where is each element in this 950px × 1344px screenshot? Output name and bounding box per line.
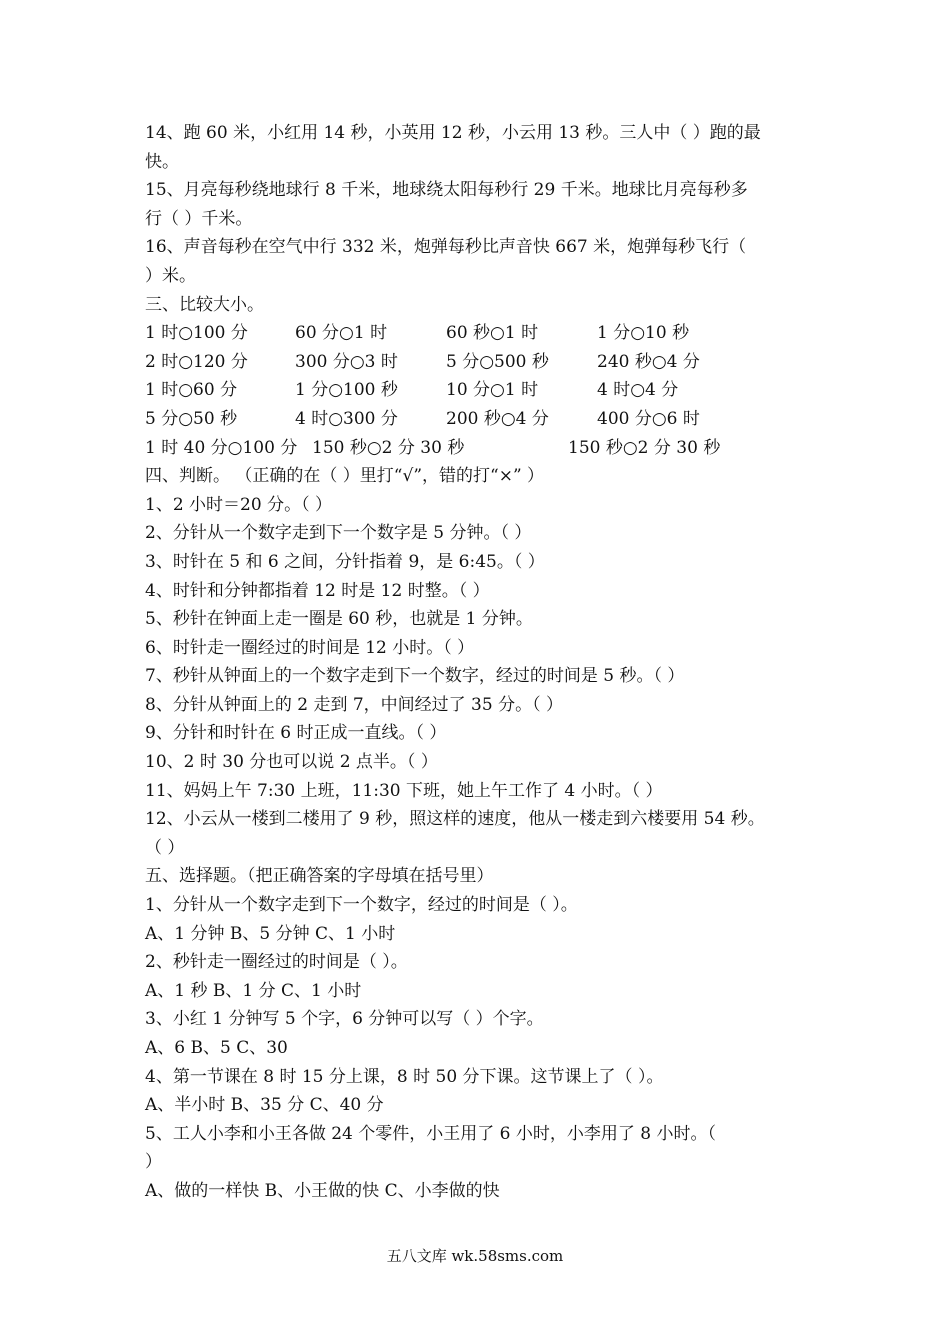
- compare-row: [145, 376, 815, 405]
- compare-cell: 200 秒○4 分: [446, 408, 549, 429]
- compare-row: [145, 319, 815, 348]
- question-line: 15、月亮每秒绕地球行 8 千米，地球绕太阳每秒行 29 千米。地球比月亮每秒多: [145, 180, 748, 201]
- compare-cell: 150 秒○2 分 30 秒: [568, 437, 721, 458]
- choice-item: 4、第一节课在 8 时 15 分上课，8 时 50 分下课。这节课上了（ ）。: [145, 1066, 664, 1087]
- question-line: 行（ ）千米。: [145, 208, 253, 229]
- compare-cell: 4 时○4 分: [597, 380, 679, 401]
- judge-item: 3、时针在 5 和 6 之间，分针指着 9，是 6:45。（ ）: [145, 551, 545, 572]
- judge-item: 8、分针从钟面上的 2 走到 7，中间经过了 35 分。（ ）: [145, 694, 564, 715]
- judge-item: 1、2 小时＝20 分。（ ）: [145, 494, 332, 515]
- judge-item: 10、2 时 30 分也可以说 2 点半。（ ）: [145, 752, 438, 773]
- choice-options: A、做的一样快 B、小王做的快 C、小李做的快: [145, 1180, 500, 1201]
- compare-cell: 1 时○60 分: [145, 380, 238, 401]
- compare-row: [145, 405, 815, 434]
- compare-cell: 5 分○500 秒: [446, 351, 549, 372]
- compare-cell: 400 分○6 时: [597, 408, 700, 429]
- choice-options: A、1 秒 B、1 分 C、1 小时: [145, 980, 362, 1001]
- question-line: ）米。: [145, 265, 196, 286]
- compare-cell: 1 时○100 分: [145, 323, 248, 344]
- section-title-compare: 三、比较大小。: [145, 294, 264, 315]
- choice-options: A、1 分钟 B、5 分钟 C、1 小时: [145, 923, 396, 944]
- section-title-choice: 五、选择题。（把正确答案的字母填在括号里）: [145, 866, 494, 887]
- compare-cell: 240 秒○4 分: [597, 351, 700, 372]
- compare-cell: 10 分○1 时: [446, 380, 539, 401]
- choice-item: 5、工人小李和小王各做 24 个零件，小王用了 6 小时，小李用了 8 小时。（: [145, 1123, 717, 1144]
- judge-item: 2、分针从一个数字走到下一个数字是 5 分钟。（ ）: [145, 523, 532, 544]
- judge-item: 5、秒针在钟面上走一圈是 60 秒，也就是 1 分钟。: [145, 609, 533, 630]
- compare-row: [145, 434, 815, 463]
- compare-cell: 4 时○300 分: [295, 408, 398, 429]
- question-line: 16、声音每秒在空气中行 332 米，炮弹每秒比声音快 667 米，炮弹每秒飞行（: [145, 237, 747, 258]
- choice-options: A、半小时 B、35 分 C、40 分: [145, 1095, 384, 1116]
- compare-cell: 300 分○3 时: [295, 351, 398, 372]
- judge-item: 7、秒针从钟面上的一个数字走到下一个数字，经过的时间是 5 秒。（ ）: [145, 666, 685, 687]
- choice-item: 1、分针从一个数字走到下一个数字，经过的时间是（ ）。: [145, 895, 578, 916]
- compare-cell: 1 分○10 秒: [597, 323, 690, 344]
- page-footer: 五八文库 wk.58sms.com: [386, 1247, 564, 1265]
- choice-item: 3、小红 1 分钟写 5 个字，6 分钟可以写（ ）个字。: [145, 1009, 544, 1030]
- compare-cell: 60 秒○1 时: [446, 323, 539, 344]
- compare-cell: 150 秒○2 分 30 秒: [312, 437, 465, 458]
- question-line: 快。: [145, 151, 179, 172]
- choice-options: A、6 B、5 C、30: [145, 1038, 288, 1058]
- judge-item: 11、妈妈上午 7:30 上班，11:30 下班，她上午工作了 4 小时。（ ）: [145, 780, 663, 801]
- section-title-judge: 四、判断。 （正确的在（ ）里打“√”，错的打“×” ）: [145, 466, 545, 487]
- judge-item: 4、时针和分钟都指着 12 时是 12 时整。（ ）: [145, 580, 490, 601]
- judge-item: 9、分针和时针在 6 时正成一直线。（ ）: [145, 723, 447, 744]
- judge-item: （ ）: [145, 837, 185, 858]
- worksheet-content: [145, 119, 815, 1206]
- choice-item: ）: [145, 1152, 162, 1173]
- question-line: 14、跑 60 米，小红用 14 秒，小英用 12 秒，小云用 13 秒。三人中（ ）跑的最: [145, 123, 761, 143]
- compare-row: [145, 348, 815, 377]
- compare-cell: 1 分○100 秒: [295, 380, 398, 401]
- compare-cell: 5 分○50 秒: [145, 408, 238, 429]
- judge-item: 12、小云从一楼到二楼用了 9 秒，照这样的速度，他从一楼走到六楼要用 54 秒。: [145, 809, 765, 830]
- compare-cell: 1 时 40 分○100 分: [145, 437, 298, 458]
- compare-cell: 60 分○1 时: [295, 323, 388, 344]
- choice-item: 2、秒针走一圈经过的时间是（ ）。: [145, 952, 408, 973]
- compare-cell: 2 时○120 分: [145, 351, 248, 372]
- judge-item: 6、时针走一圈经过的时间是 12 小时。（ ）: [145, 637, 475, 658]
